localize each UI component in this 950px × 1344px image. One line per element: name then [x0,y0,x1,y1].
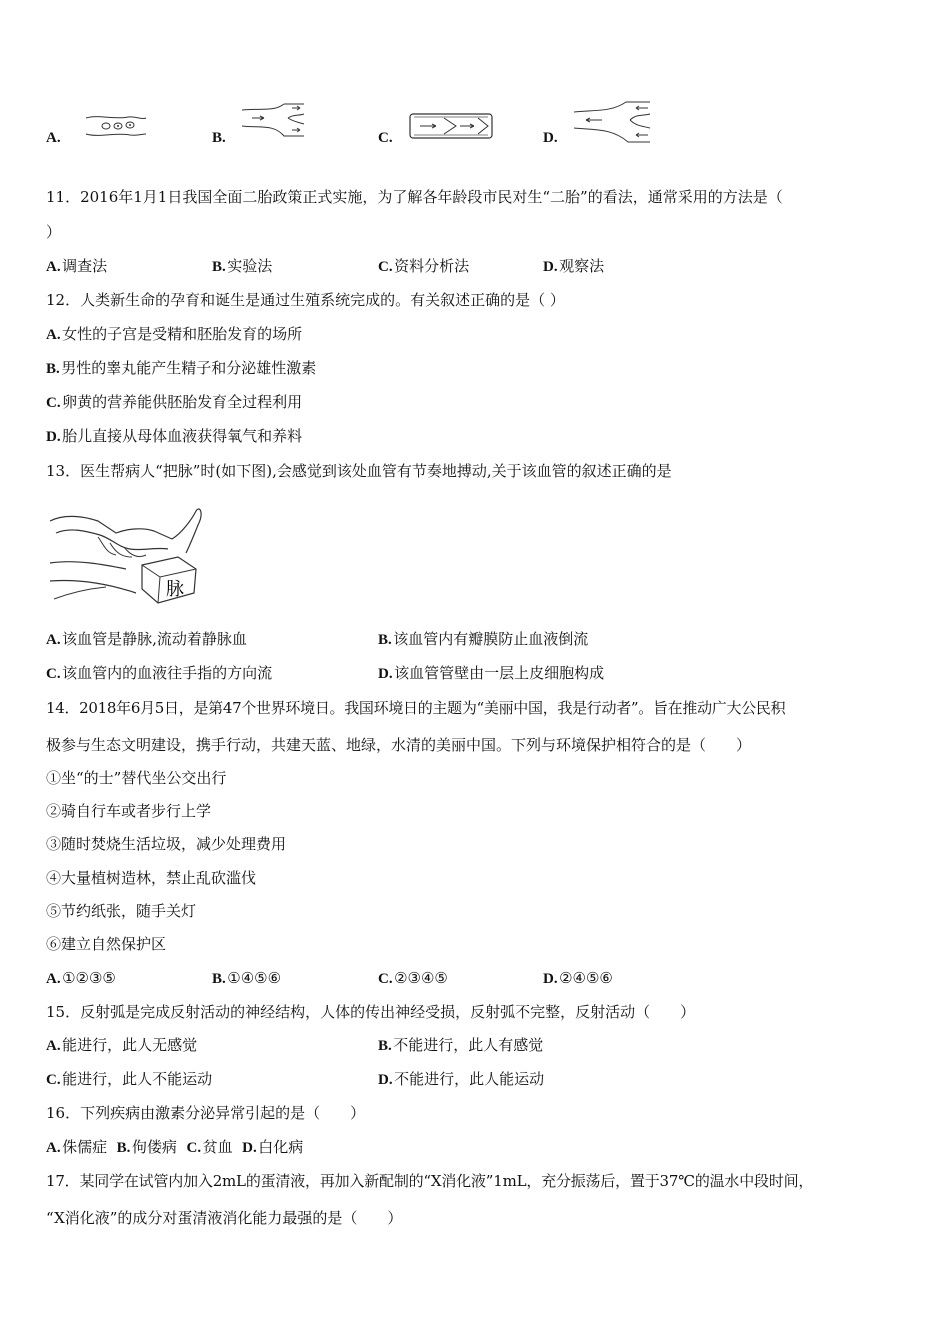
q15-option-c[interactable]: C. 能进行，此人不能运动 [46,1070,213,1088]
q14-option-b[interactable]: B. ①④⑤⑥ [212,969,282,987]
q10-figure-c [408,112,494,142]
q13-option-c[interactable]: C. 该血管内的血液往手指的方向流 [46,664,273,682]
q14-item-3: ③随时焚烧生活垃圾，减少处理费用 [46,835,287,853]
q16-option-d[interactable]: D. 白化病 [242,1138,304,1156]
q10-option-b-label: B. [212,130,226,146]
q10-option-a-label: A. [46,130,61,146]
q10-option-d-label: D. [543,130,558,146]
q16-option-a[interactable]: A. 侏儒症 [46,1138,108,1156]
q15-stem: 15．反射弧是完成反射活动的神经结构，人体的传出神经受损，反射弧不完整，反射活动（ ） [46,1003,696,1021]
q17-stem-cont: “X消化液”的成分对蛋清液消化能力最强的是（ ） [46,1209,403,1227]
q13-option-a[interactable]: A. 该血管是静脉,流动着静脉血 [46,630,247,648]
pulse-pillow-char: 脉 [166,579,184,600]
q11-option-c[interactable]: C. 资料分析法 [378,257,470,275]
q13-option-b[interactable]: B. 该血管内有瓣膜防止血液倒流 [378,630,589,648]
q14-item-5: ⑤节约纸张，随手关灯 [46,902,197,920]
q13-option-d[interactable]: D. 该血管管壁由一层上皮细胞构成 [378,664,605,682]
q12-option-c[interactable]: C. 卵黄的营养能供胚胎发育全过程利用 [46,393,303,411]
q14-stem: 14．2018年6月5日，是第47个世界环境日。我国环境日的主题为“美丽中国，我是行动者”。旨在推动广大公民积 [46,699,786,717]
q16-stem: 16．下列疾病由激素分泌异常引起的是（ ） [46,1104,366,1122]
q14-item-2: ②骑自行车或者步行上学 [46,802,212,820]
q15-option-b[interactable]: B. 不能进行，此人有感觉 [378,1036,544,1054]
q17-stem: 17．某同学在试管内加入2mL的蛋清液，再加入新配制的“X消化液”1mL，充分振荡后，置于37℃的温水中段时间， [46,1172,814,1190]
q14-item-4: ④大量植树造林，禁止乱砍滥伐 [46,869,257,887]
q15-option-a[interactable]: A. 能进行，此人无感觉 [46,1036,198,1054]
q14-option-d[interactable]: D. ②④⑤⑥ [543,969,613,987]
q14-item-6: ⑥建立自然保护区 [46,935,167,953]
q12-option-d[interactable]: D. 胎儿直接从母体血液获得氧气和养料 [46,427,303,445]
q10-figure-a [84,112,148,140]
q14-option-a[interactable]: A. ①②③⑤ [46,969,116,987]
q16-option-c[interactable]: C. 贫血 [186,1138,233,1156]
q16-options [46,1137,303,1158]
q13-stem: 13．医生帮病人“把脉”时(如下图),会感觉到该处血管有节奏地搏动,关于该血管的叙述正确的是 [46,462,672,480]
q12-stem: 12．人类新生命的孕育和诞生是通过生殖系统完成的。有关叙述正确的是（ ） [46,291,565,309]
q12-option-a[interactable]: A. 女性的子宫是受精和胚胎发育的场所 [46,325,303,343]
q11-option-a[interactable]: A. 调查法 [46,257,108,275]
q15-option-d[interactable]: D. 不能进行，此人能运动 [378,1070,545,1088]
q11-option-b[interactable]: B. 实验法 [212,257,273,275]
q12-option-b[interactable]: B. 男性的睾丸能产生精子和分泌雄性激素 [46,359,317,377]
q11-stem: 11．2016年1月1日我国全面二胎政策正式实施，为了解各年龄段市民对生“二胎”的看法，通常采用的方法是（ [46,188,783,206]
q14-item-1: ①坐“的士”替代坐公交出行 [46,769,227,787]
q10-figure-d [572,100,654,146]
q10-figure-b [240,102,306,140]
q11-stem-cont: ） [46,223,62,241]
q14-stem-cont: 极参与生态文明建设，携手行动，共建天蓝、地绿，水清的美丽中国。下列与环境保护相符合的是（ ） [46,736,752,754]
pulse-figure [46,503,206,608]
q16-option-b[interactable]: B. 佝偻病 [116,1138,177,1156]
q11-option-d[interactable]: D. 观察法 [543,257,605,275]
q14-option-c[interactable]: C. ②③④⑤ [378,969,448,987]
q10-option-c-label: C. [378,130,393,146]
